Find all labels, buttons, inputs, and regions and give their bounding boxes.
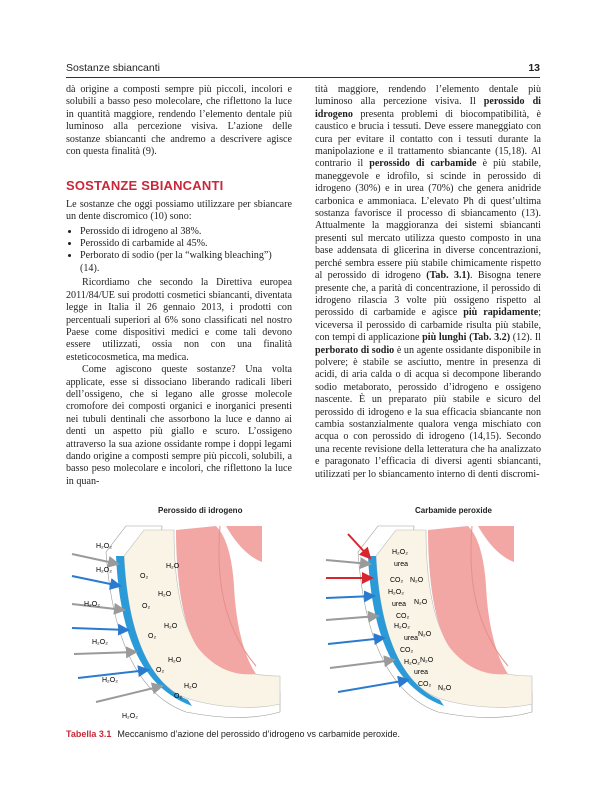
co2-label: CO₂ xyxy=(396,613,410,620)
h2o2-label: H₂O₂ xyxy=(96,567,112,574)
header-rule xyxy=(66,77,540,78)
mechanism-paragraph: Come agiscono queste sostanze? Una volta applicate, esse si dissociano liberando radicali liberi dell’ossigeno, che si legano alle grosse molecole cromofore dei composti organici e inorganici presenti nei tubuli dentinali che assorbono la luce e danno ai denti un aspetto più giallo e scuro. L’ossigeno attraverso la sua azione ossidante rompe i doppi legami dando origine a composti sempre più piccoli, solubili, a basso peso molecolare e incolori, che riflettono la luce in quan- xyxy=(66,364,292,487)
h2o-label: H₂O xyxy=(168,657,182,664)
right-column xyxy=(315,84,541,481)
figure-caption xyxy=(66,729,400,739)
right-tooth-diagram xyxy=(326,526,532,717)
urea-label: urea xyxy=(404,635,419,642)
h2o2-label: H₂O₂ xyxy=(404,659,420,666)
n2o-label: N₂O xyxy=(418,631,432,638)
h2o2-label: H₂O₂ xyxy=(84,601,100,608)
intro-paragraph: dà origine a composti sempre più piccoli, incolori e solubili a basso peso molecolare, che riflettono la luce in quantità maggiore, rendendo l’elemento dentale più luminoso alla percezione visiva. L’azione delle sostanze sbiancanti che andremo a descrivere agisce con questa finalità (9). xyxy=(66,84,292,158)
h2o2-label: H₂O₂ xyxy=(102,677,118,684)
o2-label: O₂ xyxy=(142,603,151,610)
figure-right-title: Carbamide peroxide xyxy=(415,506,492,515)
o2-label: O₂ xyxy=(140,573,149,580)
caption-label: Tabella 3.1 xyxy=(66,729,112,739)
substances-list xyxy=(66,226,292,276)
h2o2-label: H₂O₂ xyxy=(92,639,108,646)
bleaching-mechanism-figure xyxy=(66,516,540,722)
page-number: 13 xyxy=(528,62,540,74)
urea-label: urea xyxy=(414,669,429,676)
urea-label: urea xyxy=(392,601,407,608)
directive-paragraph: Ricordiamo che secondo la Direttiva europea 2011/84/UE sui prodotti cosmetici sbiancanti, diventata legge in Italia il 26 gennaio 2013, i prodotti con percentuali superiori al 6% sono classificati nel nostro Paese come dispositivi medici e come tali devono essere utilizzati, ossia non con una finalità esteticocosmetica, ma medica. xyxy=(66,277,292,363)
co2-label: CO₂ xyxy=(390,577,404,584)
n2o-label: N₂O xyxy=(438,685,452,692)
urea-label: urea xyxy=(394,561,409,568)
figure-left-title: Perossido di idrogeno xyxy=(158,506,243,515)
h2o2-label: H₂O₂ xyxy=(392,549,408,556)
running-header xyxy=(66,62,540,78)
h2o-label: H₂O xyxy=(158,591,172,598)
caption-text: Meccanismo d’azione del perossido d’idrogeno vs carbamide peroxide. xyxy=(117,729,401,739)
list-item: • Perossido di idrogeno al 38%. xyxy=(80,226,292,238)
h2o2-label: H₂O₂ xyxy=(122,713,138,720)
section-title: SOSTANZE SBIANCANTI xyxy=(66,178,224,194)
h2o2-label: H₂O₂ xyxy=(394,623,410,630)
list-item: • Perborato di sodio (per la “walking bleaching”) (14). xyxy=(80,250,292,275)
h2o2-label: H₂O₂ xyxy=(388,589,404,596)
co2-label: CO₂ xyxy=(418,681,432,688)
o2-label: O₂ xyxy=(148,633,157,640)
n2o-label: N₂O xyxy=(420,657,434,664)
h2o-label: H₂O xyxy=(184,683,198,690)
left-tooth-diagram xyxy=(72,526,280,720)
o2-label: O₂ xyxy=(174,693,183,700)
substances-intro: Le sostanze che oggi possiamo utilizzare per sbiancare un dente discromico (10) sono: xyxy=(66,198,292,223)
n2o-label: N₂O xyxy=(410,577,424,584)
list-item: • Perossido di carbamide al 45%. xyxy=(80,238,292,250)
n2o-label: N₂O xyxy=(414,599,428,606)
h2o-label: H₂O xyxy=(166,563,180,570)
h2o2-label: H₂O₂ xyxy=(96,543,112,550)
left-column xyxy=(66,84,292,488)
co2-label: CO₂ xyxy=(400,647,414,654)
running-title: Sostanze sbiancanti xyxy=(66,62,160,74)
right-paragraph: tità maggiore, rendendo l’elemento dentale più luminoso alla percezione visiva. Il perossido di idrogeno presenta problemi di biocompatibilità, è caustico e brucia i tessuti. Deve essere maneggiato con cura per evitare il contatto con i tessuti durante la manipolazione e il trattamento sbiancante (15,18). Al contrario il perossido di carbamide è più stabile, maneggevole e idrofilo, si scinde in perossido di idrogeno (30%) e in urea (70%) che genera anidride carbonica e ammoniaca. L’elevato Ph di quest’ultima sostanza favorisce il processo di sbiancamento (13). Attualmente la maggioranza dei sistemi sbiancanti presenti sul mercato utilizza questo composto in una base addensata di glicerina in diverse concentrazioni, perché sembra essere più stabile chimicamente rispetto al perossido di idrogeno (Tab. 3.1). Bisogna tenere presente che, a parità di concentrazione, il perossido di idrogeno rilascia 3 volte più ossigeno rispetto al perossido di carbamide e agisce più rapidamente; viceversa il perossido di carbamide risulta più stabile, con tempi di applicazione più lunghi (Tab. 3.2) (12). Il perborato di sodio è un agente ossidante disponibile in polvere; è stabile se asciutto, mentre in presenza di acidi, di aria calda o di acqua si decompone liberando sodio metaborato, perossido d’idrogeno e ossigeno nascente. È un preparato più stabile e sicuro del perossido di idrogeno e la sua efficacia sbiancante non cambia sostanzialmente qualora venga mischiato con acqua o con perossido di idrogeno (14,15). Secondo una recente revisione della letteratura che ha analizzato e paragonato l’efficacia di diversi agenti sbiancanti, utilizzati per lo sbiancamento interno di denti discromi- xyxy=(315,84,541,480)
o2-label: O₂ xyxy=(156,667,165,674)
h2o-label: H₂O xyxy=(164,623,178,630)
